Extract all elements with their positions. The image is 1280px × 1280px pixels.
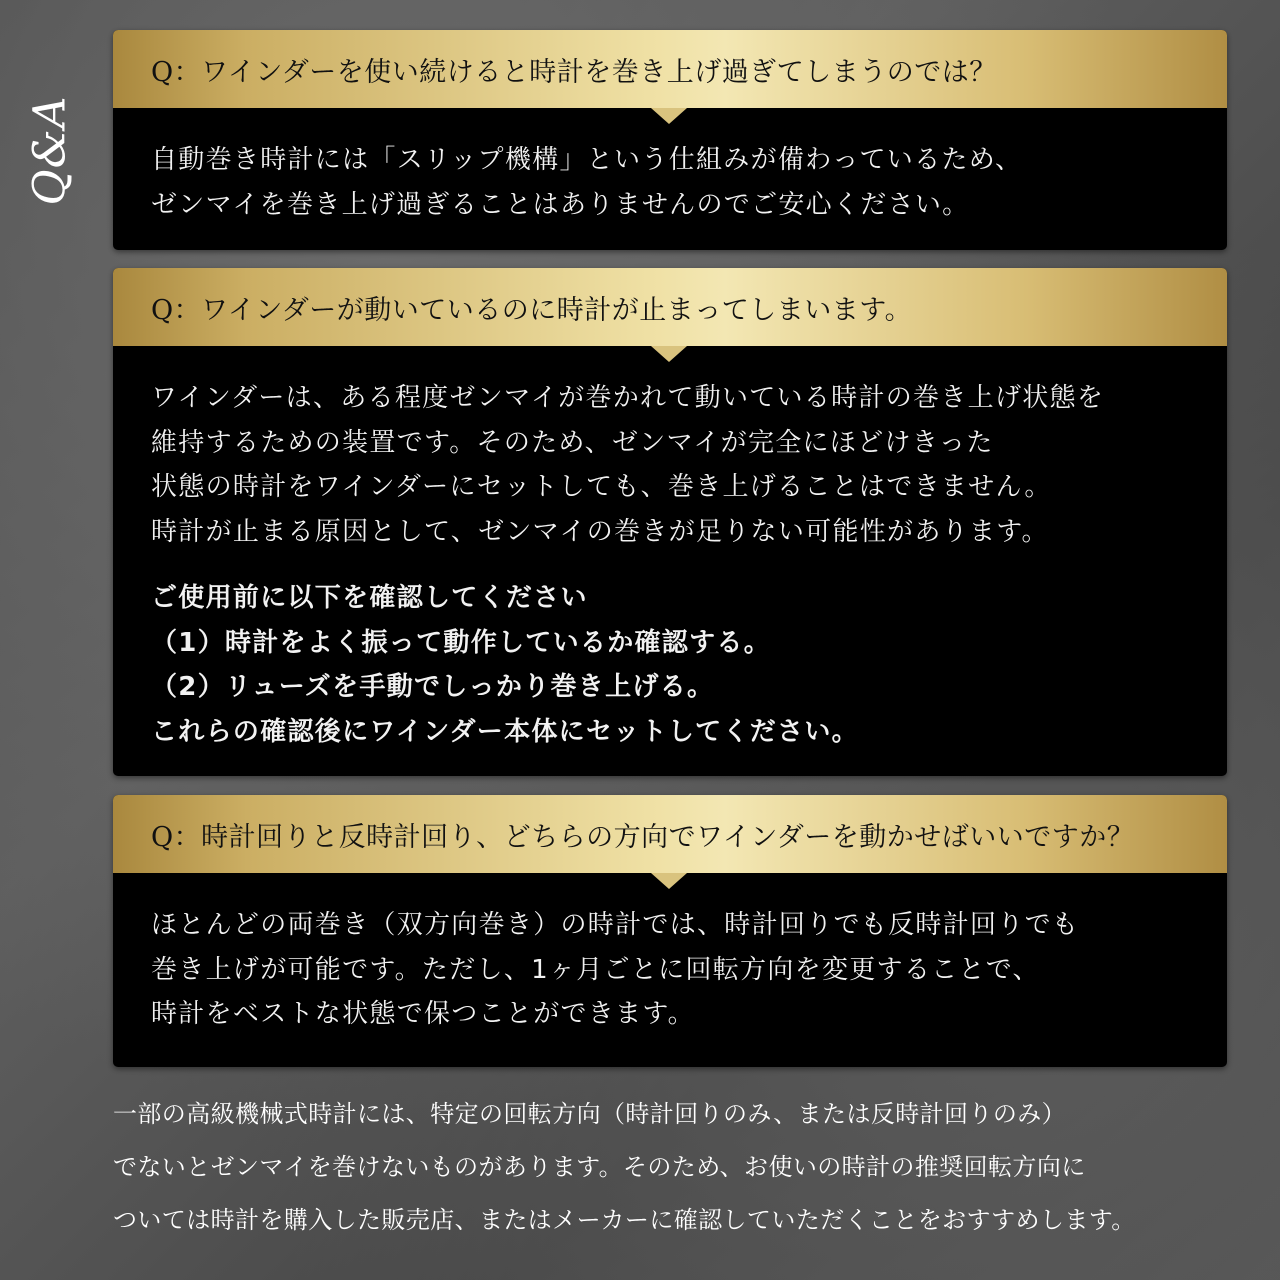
answer-line: ほとんどの両巻き（双方向巻き）の時計では、時計回りでも反時計回りでも bbox=[151, 910, 1080, 940]
faq-question-1: Q：ワインダーを使い続けると時計を巻き上げ過ぎてしまうのでは？ bbox=[151, 56, 997, 88]
checklist-item-1: （1）時計をよく振って動作しているか確認する。 bbox=[151, 627, 771, 658]
faq-card-2 bbox=[113, 268, 1227, 776]
faq-question-bar-3 bbox=[113, 795, 1227, 873]
footnote-line: でないとゼンマイを巻けないものがあります。そのため、お使いの時計の推奨回転方向に bbox=[113, 1153, 1086, 1181]
faq-answer-1 bbox=[113, 108, 1227, 227]
faq-question-3: Q：時計回りと反時計回り、どちらの方向でワインダーを動かせばいいですか？ bbox=[151, 821, 1135, 853]
footnote bbox=[113, 1088, 1263, 1247]
answer-line: 自動巻き時計には「スリップ機構」という仕組みが備わっているため、 bbox=[151, 145, 1023, 175]
faq-card-3 bbox=[113, 795, 1227, 1067]
faq-answer-2 bbox=[113, 346, 1227, 754]
faq-card-1 bbox=[113, 30, 1227, 250]
checklist-footer: これらの確認後にワインダー本体にセットしてください。 bbox=[151, 716, 859, 747]
footnote-line: ついては時計を購入した販売店、またはメーカーに確認していただくことをおすすめします。 bbox=[113, 1206, 1136, 1234]
answer-line: ワインダーは、ある程度ゼンマイが巻かれて動いている時計の巻き上げ状態を bbox=[151, 383, 1105, 413]
faq-question-bar-1 bbox=[113, 30, 1227, 108]
faq-question-bar-2 bbox=[113, 268, 1227, 346]
checklist-heading: ご使用前に以下を確認してください bbox=[151, 583, 588, 613]
answer-line: 状態の時計をワインダーにセットしても、巻き上げることはできません。 bbox=[151, 472, 1052, 502]
footnote-line: 一部の高級機械式時計には、特定の回転方向（時計回りのみ、または反時計回りのみ） bbox=[113, 1100, 1067, 1128]
qa-side-label bbox=[14, 92, 86, 208]
answer-line: ゼンマイを巻き上げ過ぎることはありませんのでご安心ください。 bbox=[151, 189, 970, 220]
answer-line: 維持するための装置です。そのため、ゼンマイが完全にほどけきった bbox=[151, 427, 994, 458]
faq-checklist bbox=[151, 576, 1227, 754]
answer-line: 時計が止まる原因として、ゼンマイの巻きが足りない可能性があります。 bbox=[151, 516, 1049, 547]
faq-answer-3 bbox=[113, 873, 1227, 1037]
answer-line: 巻き上げが可能です。ただし、1ヶ月ごとに回転方向を変更することで、 bbox=[151, 954, 1040, 985]
faq-question-2: Q：ワインダーが動いているのに時計が止まってしまいます。 bbox=[151, 294, 913, 326]
answer-line: 時計をベストな状態で保つことができます。 bbox=[151, 999, 695, 1029]
checklist-item-2: （2）リューズを手動でしっかり巻き上げる。 bbox=[151, 672, 715, 702]
qa-side-label-text: Q&A bbox=[24, 94, 76, 206]
